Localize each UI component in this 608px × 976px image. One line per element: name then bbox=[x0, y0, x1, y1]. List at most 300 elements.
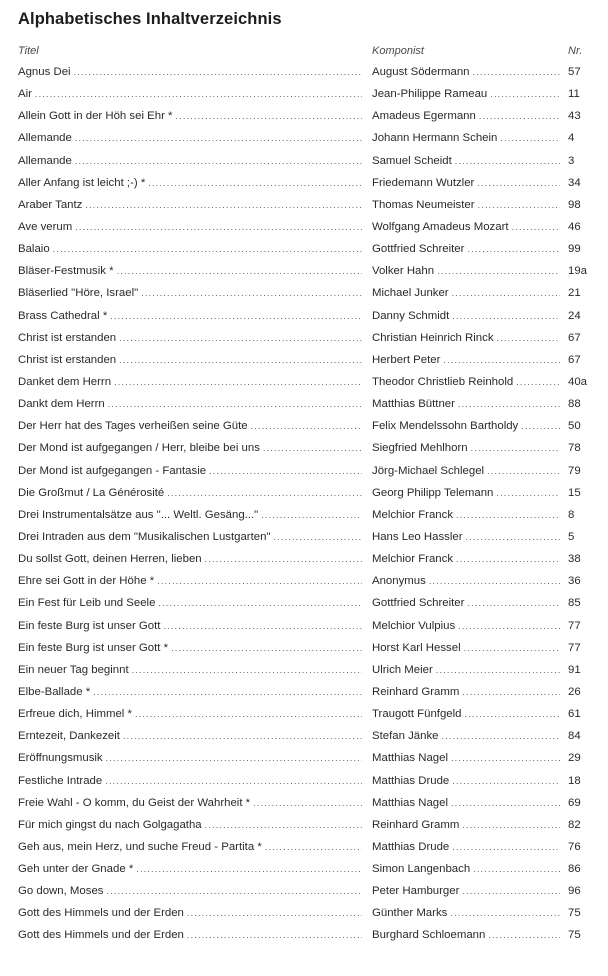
entry-title: Agnus Dei bbox=[18, 61, 74, 83]
dot-leader bbox=[458, 393, 560, 415]
dot-leader bbox=[462, 814, 560, 836]
entry-title: Erntezeit, Dankezeit bbox=[18, 725, 123, 747]
entry-composer-cell bbox=[372, 792, 560, 814]
entry-number: 75 bbox=[568, 929, 581, 942]
entry-number: 8 bbox=[568, 508, 575, 521]
entry-title: Ein feste Burg ist unser Gott * bbox=[18, 637, 171, 659]
entry-number: 4 bbox=[568, 132, 575, 145]
index-list bbox=[0, 61, 608, 947]
dot-leader bbox=[163, 615, 362, 637]
dot-leader bbox=[35, 83, 362, 105]
entry-composer-cell bbox=[372, 681, 560, 703]
entry-composer: Thomas Neumeister bbox=[372, 194, 478, 216]
dot-leader bbox=[500, 127, 560, 149]
entry-title-cell bbox=[18, 880, 362, 902]
dot-leader bbox=[187, 924, 362, 946]
index-entry bbox=[0, 172, 608, 194]
entry-number: 15 bbox=[568, 486, 581, 499]
entry-composer-cell bbox=[372, 460, 560, 482]
index-entry bbox=[0, 548, 608, 570]
entry-composer-cell bbox=[372, 393, 560, 415]
entry-composer: Burghard Schloemann bbox=[372, 924, 488, 946]
entry-composer: Jean-Philippe Rameau bbox=[372, 83, 490, 105]
entry-composer-cell bbox=[372, 216, 560, 238]
index-entry bbox=[0, 504, 608, 526]
entry-title: Du sollst Gott, deinen Herren, lieben bbox=[18, 548, 205, 570]
entry-composer: Volker Hahn bbox=[372, 260, 437, 282]
entry-composer-cell bbox=[372, 194, 560, 216]
entry-composer: Felix Mendelssohn Bartholdy bbox=[372, 415, 521, 437]
dot-leader bbox=[171, 637, 362, 659]
entry-composer-cell bbox=[372, 437, 560, 459]
dot-leader bbox=[473, 61, 560, 83]
entry-title: Araber Tantz bbox=[18, 194, 85, 216]
entry-number: 91 bbox=[568, 663, 581, 676]
entry-title-cell bbox=[18, 792, 362, 814]
entry-title: Der Mond ist aufgegangen - Fantasie bbox=[18, 460, 209, 482]
entry-title-cell bbox=[18, 127, 362, 149]
entry-title-cell bbox=[18, 504, 362, 526]
entry-number: 46 bbox=[568, 220, 581, 233]
entry-composer: Reinhard Gramm bbox=[372, 814, 462, 836]
entry-title: Allein Gott in der Höh sei Ehr * bbox=[18, 105, 175, 127]
entry-composer: Günther Marks bbox=[372, 902, 450, 924]
page-title: Alphabetisches Inhaltverzeichnis bbox=[18, 10, 282, 28]
dot-leader bbox=[452, 770, 560, 792]
entry-number: 38 bbox=[568, 553, 581, 566]
dot-leader bbox=[471, 437, 560, 459]
entry-composer-cell bbox=[372, 703, 560, 725]
index-entry bbox=[0, 858, 608, 880]
dot-leader bbox=[93, 681, 362, 703]
entry-title: Allemande bbox=[18, 127, 75, 149]
entry-number: 24 bbox=[568, 309, 581, 322]
dot-leader bbox=[478, 194, 560, 216]
entry-title-cell bbox=[18, 637, 362, 659]
index-entry bbox=[0, 371, 608, 393]
entry-title-cell bbox=[18, 592, 362, 614]
entry-number: 36 bbox=[568, 575, 581, 588]
index-entry bbox=[0, 238, 608, 260]
entry-composer-cell bbox=[372, 150, 560, 172]
entry-title-cell bbox=[18, 371, 362, 393]
dot-leader bbox=[442, 725, 561, 747]
entry-number: 26 bbox=[568, 685, 581, 698]
entry-title-cell bbox=[18, 61, 362, 83]
dot-leader bbox=[464, 637, 560, 659]
dot-leader bbox=[157, 570, 362, 592]
entry-composer: Reinhard Gramm bbox=[372, 681, 462, 703]
dot-leader bbox=[497, 327, 560, 349]
index-entry bbox=[0, 592, 608, 614]
dot-leader bbox=[429, 570, 560, 592]
index-entry bbox=[0, 127, 608, 149]
index-entry bbox=[0, 482, 608, 504]
entry-composer: Traugott Fünfgeld bbox=[372, 703, 465, 725]
entry-composer: Matthias Drude bbox=[372, 836, 452, 858]
entry-composer: Matthias Drude bbox=[372, 770, 452, 792]
entry-composer-cell bbox=[372, 924, 560, 946]
entry-title: Ave verum bbox=[18, 216, 75, 238]
dot-leader bbox=[148, 172, 362, 194]
entry-composer-cell bbox=[372, 127, 560, 149]
index-entry bbox=[0, 327, 608, 349]
entry-composer: Horst Karl Hessel bbox=[372, 637, 464, 659]
dot-leader bbox=[496, 482, 560, 504]
entry-title-cell bbox=[18, 393, 362, 415]
entry-title-cell bbox=[18, 415, 362, 437]
dot-leader bbox=[75, 150, 362, 172]
entry-composer-cell bbox=[372, 526, 560, 548]
dot-leader bbox=[473, 858, 560, 880]
dot-leader bbox=[209, 460, 362, 482]
entry-composer: Matthias Nagel bbox=[372, 792, 451, 814]
dot-leader bbox=[477, 172, 560, 194]
entry-title: Bläser-Festmusik * bbox=[18, 260, 117, 282]
entry-composer-cell bbox=[372, 371, 560, 393]
dot-leader bbox=[437, 260, 560, 282]
entry-composer-cell bbox=[372, 770, 560, 792]
entry-composer-cell bbox=[372, 260, 560, 282]
dot-leader bbox=[466, 526, 560, 548]
entry-composer: Georg Philipp Telemann bbox=[372, 482, 496, 504]
entry-composer: Friedemann Wutzler bbox=[372, 172, 477, 194]
dot-leader bbox=[85, 194, 362, 216]
entry-number: 96 bbox=[568, 885, 581, 898]
dot-leader bbox=[53, 238, 362, 260]
index-entry bbox=[0, 659, 608, 681]
dot-leader bbox=[458, 615, 560, 637]
dot-leader bbox=[467, 592, 560, 614]
entry-title: Ein Fest für Leib und Seele bbox=[18, 592, 158, 614]
dot-leader bbox=[108, 393, 362, 415]
entry-composer: Christian Heinrich Rinck bbox=[372, 327, 497, 349]
entry-title: Go down, Moses bbox=[18, 880, 106, 902]
index-entry bbox=[0, 615, 608, 637]
entry-composer-cell bbox=[372, 637, 560, 659]
index-entry bbox=[0, 105, 608, 127]
entry-title-cell bbox=[18, 526, 362, 548]
dot-leader bbox=[158, 592, 362, 614]
dot-leader bbox=[117, 260, 362, 282]
dot-leader bbox=[123, 725, 362, 747]
entry-title: Erfreue dich, Himmel * bbox=[18, 703, 135, 725]
entry-composer: Siegfried Mehlhorn bbox=[372, 437, 471, 459]
index-entry bbox=[0, 792, 608, 814]
entry-number: 75 bbox=[568, 907, 581, 920]
dot-leader bbox=[119, 349, 362, 371]
dot-leader bbox=[205, 548, 362, 570]
entry-title-cell bbox=[18, 150, 362, 172]
entry-composer-cell bbox=[372, 548, 560, 570]
entry-composer-cell bbox=[372, 238, 560, 260]
entry-composer: Herbert Peter bbox=[372, 349, 443, 371]
dot-leader bbox=[456, 504, 560, 526]
entry-title-cell bbox=[18, 238, 362, 260]
dot-leader bbox=[74, 61, 362, 83]
entry-composer: Hans Leo Hassler bbox=[372, 526, 466, 548]
entry-composer-cell bbox=[372, 415, 560, 437]
entry-composer: Danny Schmidt bbox=[372, 305, 452, 327]
entry-number: 18 bbox=[568, 774, 581, 787]
entry-title: Geh unter der Gnade * bbox=[18, 858, 136, 880]
entry-composer-cell bbox=[372, 482, 560, 504]
index-entry bbox=[0, 282, 608, 304]
entry-composer: Gottfried Schreiter bbox=[372, 592, 467, 614]
dot-leader bbox=[105, 770, 362, 792]
entry-title-cell bbox=[18, 902, 362, 924]
entry-title-cell bbox=[18, 659, 362, 681]
entry-number: 79 bbox=[568, 464, 581, 477]
entry-title-cell bbox=[18, 858, 362, 880]
entry-number: 86 bbox=[568, 863, 581, 876]
dot-leader bbox=[251, 415, 362, 437]
entry-composer-cell bbox=[372, 814, 560, 836]
entry-composer: Jörg-Michael Schlegel bbox=[372, 460, 487, 482]
index-entry bbox=[0, 814, 608, 836]
dot-leader bbox=[265, 836, 362, 858]
entry-composer-cell bbox=[372, 592, 560, 614]
entry-title-cell bbox=[18, 570, 362, 592]
entry-title: Bläserlied "Höre, Israel" bbox=[18, 282, 141, 304]
entry-number: 29 bbox=[568, 752, 581, 765]
entry-composer: Gottfried Schreiter bbox=[372, 238, 467, 260]
index-entry bbox=[0, 526, 608, 548]
index-entry bbox=[0, 83, 608, 105]
dot-leader bbox=[253, 792, 362, 814]
dot-leader bbox=[106, 880, 362, 902]
entry-composer-cell bbox=[372, 105, 560, 127]
index-entry bbox=[0, 637, 608, 659]
entry-title-cell bbox=[18, 282, 362, 304]
dot-leader bbox=[490, 83, 560, 105]
entry-number: 77 bbox=[568, 619, 581, 632]
entry-title: Eröffnungsmusik bbox=[18, 747, 106, 769]
entry-number: 77 bbox=[568, 641, 581, 654]
dot-leader bbox=[436, 659, 560, 681]
entry-title-cell bbox=[18, 703, 362, 725]
entry-title: Die Großmut / La Générosité bbox=[18, 482, 167, 504]
entry-composer-cell bbox=[372, 880, 560, 902]
entry-title: Drei Instrumentalsätze aus "... Weltl. Gesäng..." bbox=[18, 504, 261, 526]
dot-leader bbox=[110, 305, 362, 327]
entry-title-cell bbox=[18, 836, 362, 858]
entry-number: 57 bbox=[568, 66, 581, 78]
entry-title-cell bbox=[18, 681, 362, 703]
entry-title: Freie Wahl - O komm, du Geist der Wahrheit * bbox=[18, 792, 253, 814]
dot-leader bbox=[467, 238, 560, 260]
entry-composer-cell bbox=[372, 615, 560, 637]
dot-leader bbox=[132, 659, 362, 681]
index-entry bbox=[0, 415, 608, 437]
entry-composer: Wolfgang Amadeus Mozart bbox=[372, 216, 512, 238]
entry-number: 11 bbox=[568, 88, 580, 101]
index-entry bbox=[0, 747, 608, 769]
dot-leader bbox=[273, 526, 362, 548]
column-header-title: Titel bbox=[18, 45, 39, 57]
entry-composer: Ulrich Meier bbox=[372, 659, 436, 681]
entry-composer: Theodor Christlieb Reinhold bbox=[372, 371, 516, 393]
entry-title-cell bbox=[18, 814, 362, 836]
entry-title: Air bbox=[18, 83, 35, 105]
index-entry bbox=[0, 150, 608, 172]
entry-title: Brass Cathedral * bbox=[18, 305, 110, 327]
entry-composer-cell bbox=[372, 725, 560, 747]
entry-composer-cell bbox=[372, 504, 560, 526]
entry-title-cell bbox=[18, 105, 362, 127]
entry-number: 98 bbox=[568, 198, 581, 211]
index-entry bbox=[0, 703, 608, 725]
column-headers bbox=[0, 45, 608, 61]
entry-title: Allemande bbox=[18, 150, 75, 172]
entry-title: Festliche Intrade bbox=[18, 770, 105, 792]
entry-number: 67 bbox=[568, 353, 581, 366]
index-entry bbox=[0, 260, 608, 282]
entry-composer: Michael Junker bbox=[372, 282, 452, 304]
dot-leader bbox=[488, 924, 560, 946]
dot-leader bbox=[462, 681, 560, 703]
entry-composer-cell bbox=[372, 659, 560, 681]
entry-number: 88 bbox=[568, 398, 581, 411]
dot-leader bbox=[462, 880, 560, 902]
entry-composer: Peter Hamburger bbox=[372, 880, 462, 902]
entry-title-cell bbox=[18, 747, 362, 769]
entry-number: 50 bbox=[568, 420, 581, 433]
entry-title-cell bbox=[18, 260, 362, 282]
entry-composer-cell bbox=[372, 282, 560, 304]
entry-title: Der Mond ist aufgegangen / Herr, bleibe bei uns bbox=[18, 437, 263, 459]
entry-title: Danket dem Herrn bbox=[18, 371, 114, 393]
entry-number: 84 bbox=[568, 730, 581, 743]
dot-leader bbox=[452, 305, 560, 327]
dot-leader bbox=[451, 747, 560, 769]
entry-number: 76 bbox=[568, 840, 581, 853]
entry-composer-cell bbox=[372, 61, 560, 83]
entry-number: 99 bbox=[568, 243, 581, 256]
entry-composer: Melchior Franck bbox=[372, 548, 456, 570]
entry-number: 5 bbox=[568, 530, 575, 543]
dot-leader bbox=[175, 105, 362, 127]
entry-title-cell bbox=[18, 305, 362, 327]
entry-title-cell bbox=[18, 437, 362, 459]
entry-title: Drei Intraden aus dem "Musikalischen Lustgarten" bbox=[18, 526, 273, 548]
dot-leader bbox=[456, 548, 560, 570]
entry-composer: Simon Langenbach bbox=[372, 858, 473, 880]
index-entry bbox=[0, 460, 608, 482]
dot-leader bbox=[187, 902, 362, 924]
index-entry bbox=[0, 902, 608, 924]
entry-composer: Matthias Büttner bbox=[372, 393, 458, 415]
dot-leader bbox=[167, 482, 362, 504]
entry-composer: August Södermann bbox=[372, 61, 473, 83]
entry-composer: Matthias Nagel bbox=[372, 747, 451, 769]
dot-leader bbox=[443, 349, 560, 371]
entry-title: Ein neuer Tag beginnt bbox=[18, 659, 132, 681]
entry-number: 19a bbox=[568, 265, 588, 278]
entry-title: Gott des Himmels und der Erden bbox=[18, 924, 187, 946]
entry-title: Dankt dem Herrn bbox=[18, 393, 108, 415]
column-header-composer: Komponist bbox=[372, 45, 424, 57]
index-entry bbox=[0, 216, 608, 238]
entry-number: 21 bbox=[568, 287, 581, 300]
dot-leader bbox=[512, 216, 560, 238]
index-entry bbox=[0, 393, 608, 415]
dot-leader bbox=[135, 703, 362, 725]
index-entry bbox=[0, 349, 608, 371]
entry-title: Für mich gingst du nach Golgagatha bbox=[18, 814, 205, 836]
dot-leader bbox=[452, 282, 560, 304]
entry-title-cell bbox=[18, 924, 362, 946]
dot-leader bbox=[487, 460, 560, 482]
index-entry bbox=[0, 770, 608, 792]
index-entry bbox=[0, 305, 608, 327]
entry-composer: Johann Hermann Schein bbox=[372, 127, 500, 149]
index-entry bbox=[0, 437, 608, 459]
entry-number: 82 bbox=[568, 818, 581, 831]
entry-number: 34 bbox=[568, 176, 581, 189]
entry-composer-cell bbox=[372, 570, 560, 592]
dot-leader bbox=[205, 814, 362, 836]
index-entry bbox=[0, 924, 608, 946]
entry-number: 40a bbox=[568, 375, 588, 388]
entry-composer: Melchior Vulpius bbox=[372, 615, 458, 637]
entry-title-cell bbox=[18, 615, 362, 637]
index-entry bbox=[0, 725, 608, 747]
dot-leader bbox=[451, 792, 560, 814]
entry-title-cell bbox=[18, 194, 362, 216]
entry-title-cell bbox=[18, 327, 362, 349]
entry-number: 61 bbox=[568, 708, 581, 721]
entry-number: 43 bbox=[568, 110, 581, 123]
entry-title: Aller Anfang ist leicht ;-) * bbox=[18, 172, 148, 194]
dot-leader bbox=[75, 127, 362, 149]
entry-title: Ehre sei Gott in der Höhe * bbox=[18, 570, 157, 592]
entry-composer-cell bbox=[372, 747, 560, 769]
dot-leader bbox=[119, 327, 362, 349]
index-entry bbox=[0, 194, 608, 216]
index-entry bbox=[0, 570, 608, 592]
entry-composer-cell bbox=[372, 858, 560, 880]
entry-composer-cell bbox=[372, 327, 560, 349]
dot-leader bbox=[136, 858, 362, 880]
entry-composer-cell bbox=[372, 349, 560, 371]
index-entry bbox=[0, 61, 608, 83]
entry-title-cell bbox=[18, 172, 362, 194]
dot-leader bbox=[521, 415, 560, 437]
dot-leader bbox=[106, 747, 362, 769]
column-header-number: Nr. bbox=[568, 45, 583, 57]
entry-title-cell bbox=[18, 83, 362, 105]
entry-title-cell bbox=[18, 548, 362, 570]
entry-composer-cell bbox=[372, 836, 560, 858]
entry-title-cell bbox=[18, 482, 362, 504]
entry-title-cell bbox=[18, 349, 362, 371]
dot-leader bbox=[450, 902, 560, 924]
dot-leader bbox=[261, 504, 362, 526]
entry-title: Der Herr hat des Tages verheißen seine Güte bbox=[18, 415, 251, 437]
entry-composer-cell bbox=[372, 83, 560, 105]
index-entry bbox=[0, 681, 608, 703]
entry-composer-cell bbox=[372, 305, 560, 327]
dot-leader bbox=[114, 371, 362, 393]
entry-title: Christ ist erstanden bbox=[18, 349, 119, 371]
index-entry bbox=[0, 880, 608, 902]
index-entry bbox=[0, 836, 608, 858]
entry-title: Ein feste Burg ist unser Gott bbox=[18, 615, 163, 637]
dot-leader bbox=[452, 836, 560, 858]
dot-leader bbox=[263, 437, 362, 459]
entry-composer: Anonymus bbox=[372, 570, 429, 592]
